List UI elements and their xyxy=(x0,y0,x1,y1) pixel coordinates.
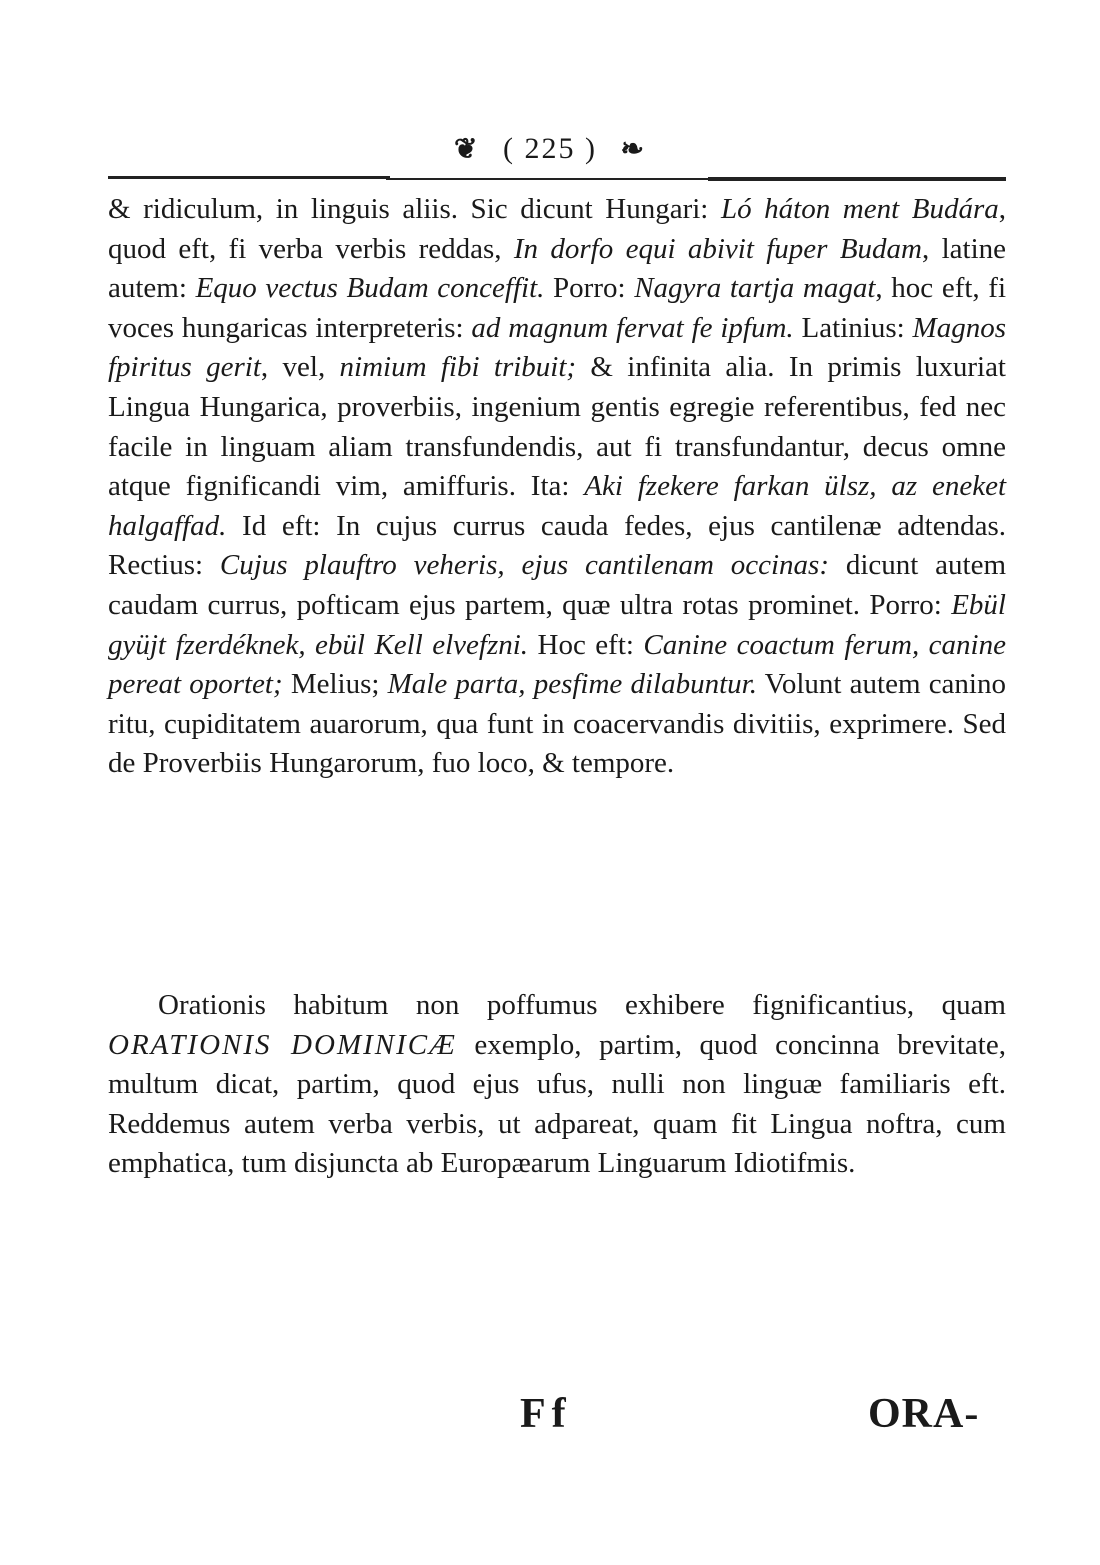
ornament-right-icon: ❧ xyxy=(620,134,646,165)
text-run: exemplo, partim, quod concinna brevitate, multum dicat, partim, quod ejus ufus, nulli non linguæ familiaris eft. Reddemus autem verba verbis, ut adpareat, quam fit Lingua noftra, cum emphatica, tum disjuncta ab Europæarum Linguarum Idiotifmis. xyxy=(108,1028,1006,1180)
latin-phrase: nimium fibi tribuit; xyxy=(339,351,577,384)
hungarian-phrase: Nagyra tartja magat xyxy=(634,272,876,305)
text-run: & ridiculum, in linguis aliis. Sic dicunt Hungari: xyxy=(108,193,721,225)
oratio-dominica-caps: ORATIONIS DOMINICÆ xyxy=(108,1028,457,1061)
text-run: , hoc eft, fi voces hungaricas interpreteris: xyxy=(108,272,1007,344)
header-rule-right xyxy=(708,177,1006,181)
paragraph-proverbs xyxy=(108,190,1006,784)
running-header xyxy=(0,132,1100,176)
header-rule-middle xyxy=(386,178,716,180)
latin-phrase: Canine coactum ferum, canine pereat oportet; xyxy=(108,628,1006,701)
text-run: Melius; xyxy=(282,668,388,701)
text-run: Id eft: In cujus currus cauda fedes, ejus cantilenæ adtendas. Rectius: xyxy=(108,509,1006,582)
text-run: Orationis habitum non poffumus exhibere fignificantius, quam xyxy=(158,989,1006,1021)
signature-mark: Ff xyxy=(520,1391,572,1437)
latin-phrase: In dorfo equi abivit fuper Budam xyxy=(513,232,922,265)
page-number: ( 225 ) xyxy=(503,132,597,165)
latin-phrase: Equo vectus Budam conceffit. xyxy=(195,272,545,305)
header-rule-left xyxy=(108,176,390,179)
latin-phrase: Cujus plauftro veheris, ejus cantilenam occinas: xyxy=(219,549,829,582)
text-run: , vel, xyxy=(260,351,340,384)
latin-phrase: ad magnum fervat fe ipfum. xyxy=(471,311,794,344)
text-run: Hoc eft: xyxy=(528,628,644,661)
hungarian-phrase: Ebül gyüjt fzerdéknek, ebül Kell elvefzni. xyxy=(108,588,1006,661)
catchword: ORA- xyxy=(868,1391,980,1437)
hungarian-phrase: Aki fzekere farkan ülsz, az eneket halgaffad. xyxy=(108,470,1007,542)
text-run: , quod eft, fi verba verbis reddas, xyxy=(108,193,1006,265)
latin-phrase: Magnos fpiritus gerit xyxy=(108,311,1006,384)
paragraph-oratio-dominica xyxy=(108,986,1006,1184)
latin-phrase: Male parta, pesfime dilabuntur. xyxy=(387,668,757,701)
text-run: , latine autem: xyxy=(108,232,1007,305)
text-run: Volunt autem canino ritu, cupiditatem auarorum, qua funt in coacervandis divitiis, exprimere. Sed de Proverbiis Hungarorum, fuo loco, & tempore. xyxy=(108,668,1006,780)
text-run: Porro: xyxy=(544,272,635,305)
text-run: Latinius: xyxy=(793,311,913,344)
text-run: & infinita alia. In primis luxuriat Lingua Hungarica, proverbiis, ingenium gentis egregie referentibus, fed nec facile in linguam aliam transfundendis, aut fi transfundantur, decus omne atque fignificandi vim, amiffuris. Ita: xyxy=(108,351,1006,503)
ornament-left-icon: ❦ xyxy=(454,134,480,165)
hungarian-phrase: Ló háton ment Budára xyxy=(720,193,999,225)
text-run: dicunt autem caudam currus, pofticam ejus partem, quæ ultra rotas prominet. Porro: xyxy=(108,549,1007,621)
page-footer xyxy=(0,1390,1100,1440)
